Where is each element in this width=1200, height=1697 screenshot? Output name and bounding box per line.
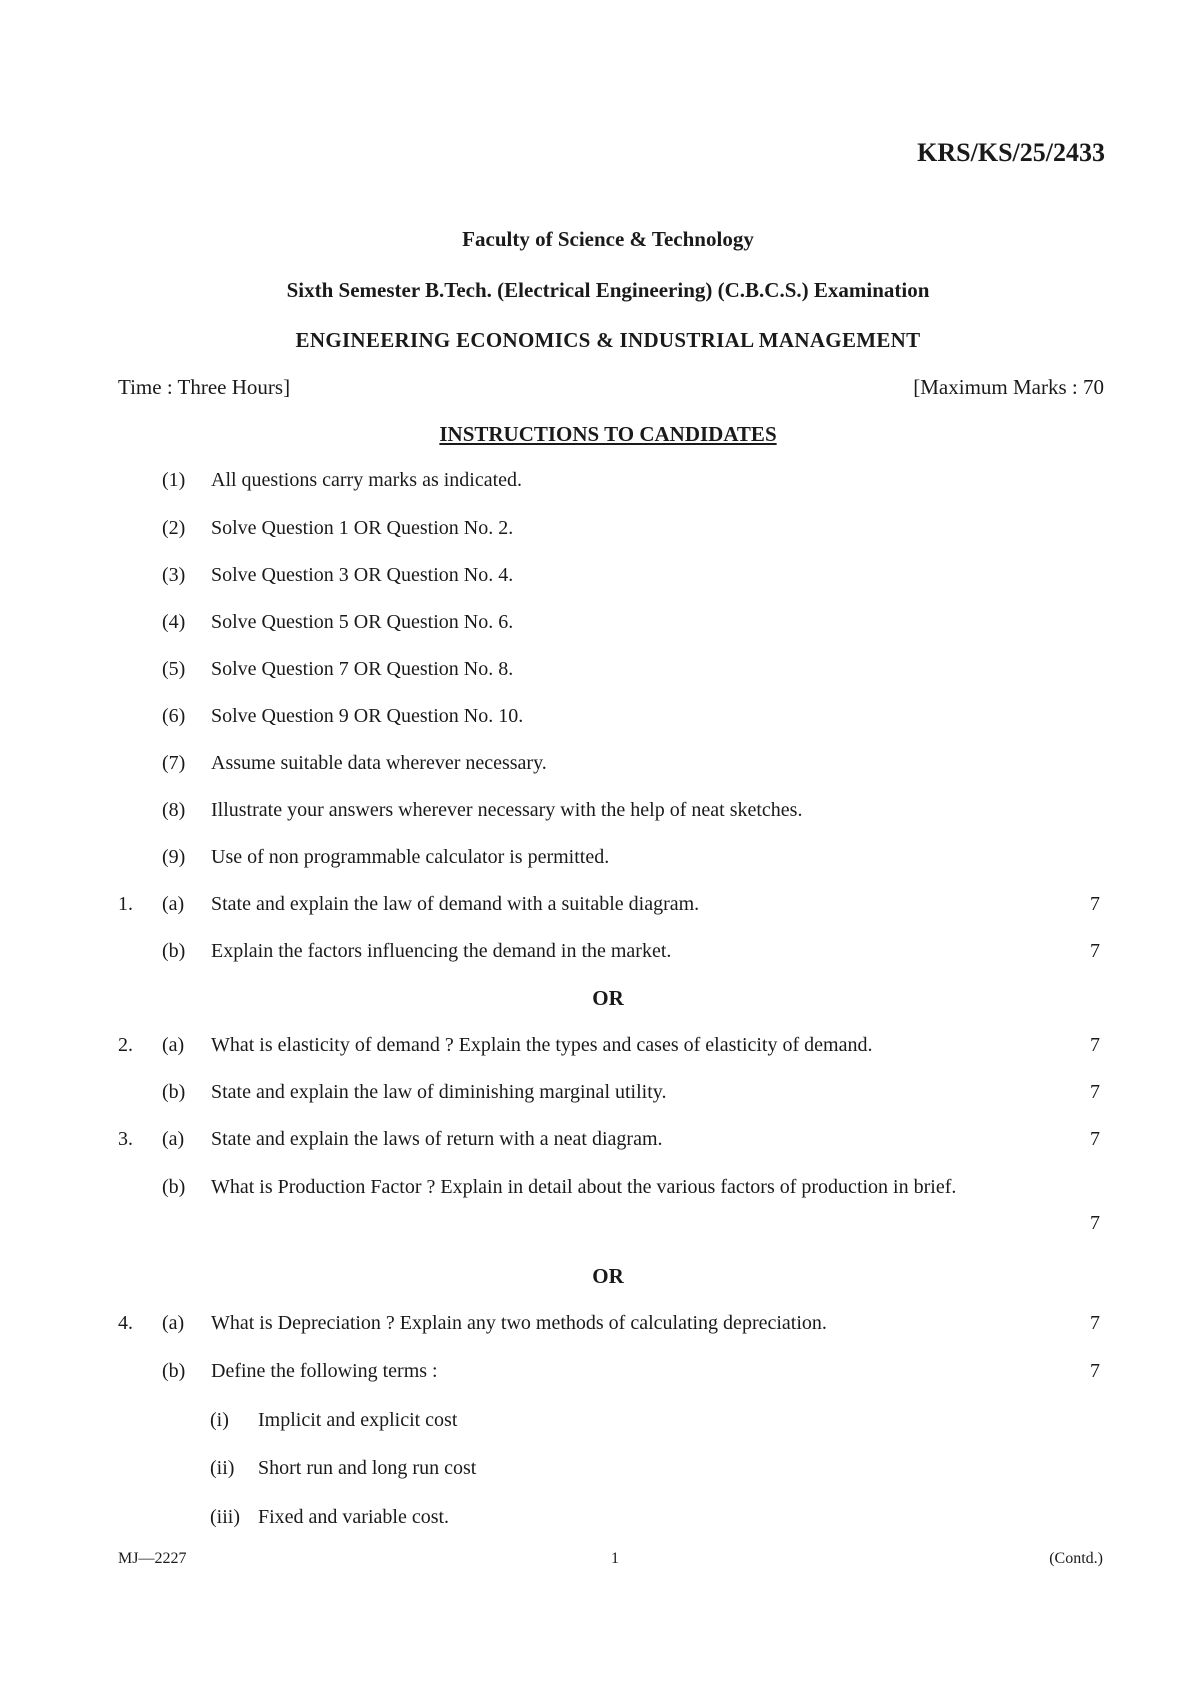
part-label: (a) [162, 1128, 185, 1150]
instruction-text: Assume suitable data wherever necessary. [211, 752, 547, 774]
question-text: Explain the factors influencing the demand in the market. [211, 940, 672, 962]
marks: 7 [1090, 1128, 1100, 1150]
instruction-number: (5) [162, 658, 186, 680]
question-text: What is elasticity of demand ? Explain the types and cases of elasticity of demand. [211, 1034, 873, 1056]
instruction-number: (7) [162, 752, 186, 774]
footer-code: MJ—2227 [118, 1550, 187, 1567]
instruction-text: Use of non programmable calculator is permitted. [211, 846, 610, 868]
faculty-heading: Faculty of Science & Technology [462, 227, 754, 251]
marks: 7 [1090, 1360, 1100, 1382]
question-text: State and explain the law of diminishing marginal utility. [211, 1081, 667, 1103]
question-number: 2. [118, 1034, 133, 1056]
subject-heading: ENGINEERING ECONOMICS & INDUSTRIAL MANAGEMENT [295, 328, 921, 352]
max-marks-label: [Maximum Marks : 70 [913, 375, 1104, 399]
question-text: State and explain the laws of return with a neat diagram. [211, 1128, 663, 1150]
instruction-text: Solve Question 7 OR Question No. 8. [211, 658, 514, 680]
instructions-title: INSTRUCTIONS TO CANDIDATES [439, 422, 777, 446]
sub-item-text: Short run and long run cost [258, 1457, 477, 1479]
question-number: 1. [118, 893, 133, 915]
instruction-text: Solve Question 9 OR Question No. 10. [211, 705, 524, 727]
marks: 7 [1090, 1081, 1100, 1103]
sub-item-text: Fixed and variable cost. [258, 1506, 450, 1528]
question-number: 4. [118, 1312, 133, 1334]
sub-item-number: (i) [210, 1409, 229, 1431]
page-number: 1 [611, 1550, 619, 1567]
marks: 7 [1090, 1212, 1100, 1234]
instruction-text: All questions carry marks as indicated. [211, 469, 523, 491]
instruction-number: (8) [162, 799, 186, 821]
instruction-number: (4) [162, 611, 186, 633]
instruction-text: Illustrate your answers wherever necessary with the help of neat sketches. [211, 799, 803, 821]
time-label: Time : Three Hours] [118, 375, 291, 399]
or-separator: OR [592, 1264, 624, 1288]
or-separator: OR [592, 986, 624, 1010]
marks: 7 [1090, 940, 1100, 962]
instruction-text: Solve Question 5 OR Question No. 6. [211, 611, 514, 633]
part-label: (b) [162, 1081, 186, 1103]
part-label: (a) [162, 1312, 185, 1334]
instruction-number: (9) [162, 846, 186, 868]
question-text: State and explain the law of demand with a suitable diagram. [211, 893, 700, 915]
instruction-number: (1) [162, 469, 186, 491]
part-label: (a) [162, 1034, 185, 1056]
sub-item-text: Implicit and explicit cost [258, 1409, 458, 1431]
part-label: (a) [162, 893, 185, 915]
part-label: (b) [162, 1176, 186, 1198]
question-text: Define the following terms : [211, 1360, 438, 1382]
instruction-number: (3) [162, 564, 186, 586]
part-label: (b) [162, 1360, 186, 1382]
instruction-number: (2) [162, 517, 186, 539]
question-number: 3. [118, 1128, 133, 1150]
question-text: What is Production Factor ? Explain in detail about the various factors of production in brief. [211, 1176, 957, 1198]
instruction-text: Solve Question 1 OR Question No. 2. [211, 517, 514, 539]
part-label: (b) [162, 940, 186, 962]
instruction-number: (6) [162, 705, 186, 727]
marks: 7 [1090, 893, 1100, 915]
question-text: What is Depreciation ? Explain any two methods of calculating depreciation. [211, 1312, 827, 1334]
sub-item-number: (iii) [210, 1506, 240, 1528]
paper-code: KRS/KS/25/2433 [917, 138, 1105, 167]
instruction-text: Solve Question 3 OR Question No. 4. [211, 564, 514, 586]
marks: 7 [1090, 1034, 1100, 1056]
sub-item-number: (ii) [210, 1457, 235, 1479]
marks: 7 [1090, 1312, 1100, 1334]
semester-heading: Sixth Semester B.Tech. (Electrical Engineering) (C.B.C.S.) Examination [286, 278, 930, 302]
continued-label: (Contd.) [1049, 1550, 1103, 1567]
